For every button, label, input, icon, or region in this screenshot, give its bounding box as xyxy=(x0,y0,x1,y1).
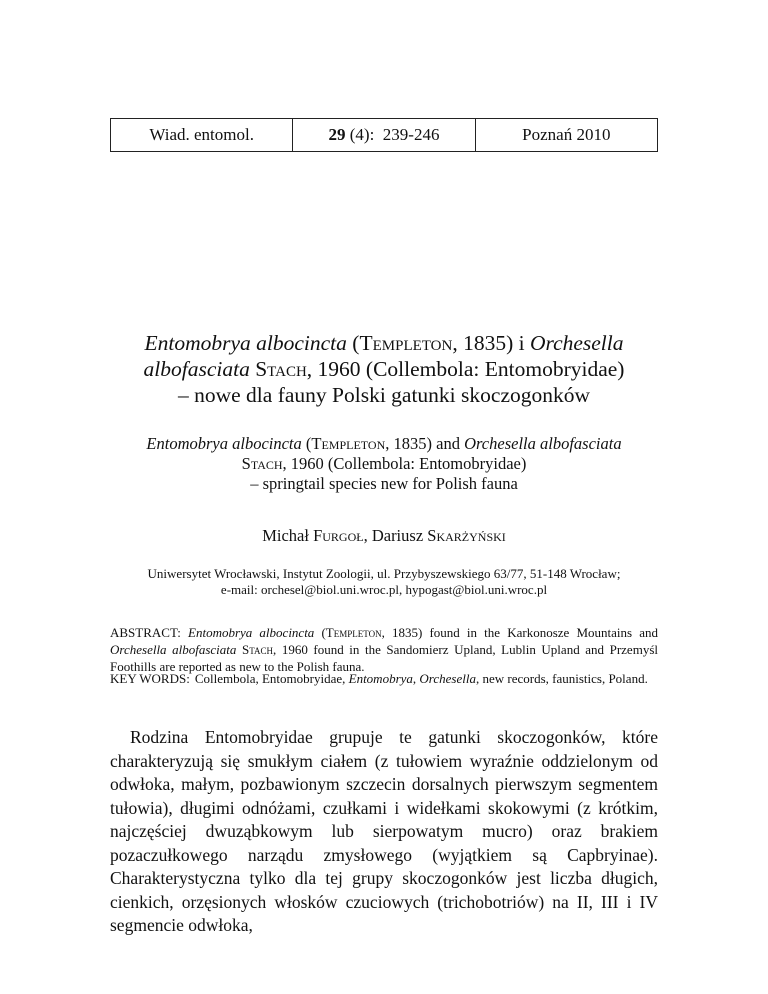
title-en-author2: Stach xyxy=(241,454,283,473)
body-paragraph: Rodzina Entomobryidae grupuje te gatunki skoczogonków, które charakteryzują się smukłym ciałem (z tułowiem wyraźnie oddzielonym od odwłoka, małym, pozbawionym szczecin dorsalnych pierwszym segmentem tułowia), długimi odnóżami, czułkami i widełkami skokowymi (z krótkim, najczęściej dwuząbkowym lub sierpowatym mucro) oraz brakiem pozaczułkowego narządu zmysłowego (wyjątkiem są Capbryinae). Charakterystyczna tylko dla tej grupy skoczogonków jest liczba długich, cienkich, orzęsionych włosków czuciowych (trichobotriów) na II, III i IV segmencie odwłoka, xyxy=(110,727,658,935)
title-pl-author2: Stach xyxy=(255,357,307,381)
keywords-label: KEY WORDS: xyxy=(110,671,190,686)
affiliation-email: e-mail: orchesel@biol.uni.wroc.pl, hypogast@biol.uni.wroc.pl xyxy=(220,582,548,597)
title-en-paren: ( xyxy=(301,434,312,453)
volume-cell xyxy=(293,119,475,151)
affiliation xyxy=(80,566,688,598)
abstract-text1: , 1835) found in the Karkonosze Mountains and xyxy=(381,625,662,640)
journal-name: Wiad. entomol. xyxy=(149,125,254,144)
title-en-author1: Templeton xyxy=(311,434,386,453)
keywords-genus1: Entomobrya xyxy=(348,671,413,686)
title-en-species2: Orchesella albofasciata xyxy=(464,434,622,453)
author1-given: Michał xyxy=(262,526,314,545)
volume-number: 29 xyxy=(328,125,346,144)
place-year-cell xyxy=(476,119,657,151)
title-pl-year2: , 1960 (Collembola: Entomobryidae) xyxy=(306,357,625,381)
keywords-text2: , new records, faunistics, Poland. xyxy=(475,671,648,686)
abstract-label: ABSTRACT: xyxy=(110,625,189,640)
title-en-subtitle: – springtail species new for Polish fauna xyxy=(250,474,518,493)
keywords-genus2: Orchesella xyxy=(419,671,476,686)
abstract-species1: Entomobrya albocincta xyxy=(188,625,315,640)
abstract-species2: Orchesella albofasciata xyxy=(110,642,237,657)
title-pl-genus2: Orchesella xyxy=(529,331,624,355)
keywords-text1: Collembola, Entomobryidae, xyxy=(194,671,349,686)
abstract xyxy=(110,624,662,675)
keywords xyxy=(110,670,658,687)
abstract-paren: ( xyxy=(314,625,326,640)
journal-name-cell xyxy=(111,119,293,151)
affiliation-address: Uniwersytet Wrocławski, Instytut Zoologii, ul. Przybyszewskiego 63/77, 51-148 Wrocław; xyxy=(147,566,621,581)
author-separator: , xyxy=(363,526,372,545)
abstract-text2: , 1960 found in the Sandomierz Upland, Lublin Upland and Przemyśl Foothills are reported as new to the Polish fauna. xyxy=(110,642,658,674)
title-pl-year1: , 1835) i xyxy=(452,331,530,355)
title-en-year2: , 1960 (Collembola: Entomobryidae) xyxy=(282,454,527,473)
abstract-author1: Templeton xyxy=(325,625,382,640)
title-en-year1: , 1835) and xyxy=(385,434,465,453)
title-pl-paren: ( xyxy=(346,331,360,355)
author1-family: Furgoł xyxy=(313,526,364,545)
keywords-comma: , xyxy=(412,671,420,686)
title-pl-epithet2: albofasciata xyxy=(143,357,250,381)
issue-pages: (4): 239-246 xyxy=(345,125,440,144)
keywords-list xyxy=(195,670,648,687)
title-pl-author1: Templeton xyxy=(359,331,453,355)
place-year: Poznań 2010 xyxy=(522,125,611,144)
title-polish xyxy=(80,330,688,408)
title-pl-species1: Entomobrya albocincta xyxy=(144,331,347,355)
journal-header-table xyxy=(110,118,658,152)
title-en-species1: Entomobrya albocincta xyxy=(146,434,302,453)
title-english xyxy=(80,434,688,494)
title-pl-subtitle: – nowe dla fauny Polski gatunki skoczogonków xyxy=(177,383,591,407)
author2-family: Skarżyński xyxy=(427,526,506,545)
author-list xyxy=(80,526,688,546)
author2-given: Dariusz xyxy=(371,526,428,545)
abstract-author2: Stach xyxy=(241,642,273,657)
